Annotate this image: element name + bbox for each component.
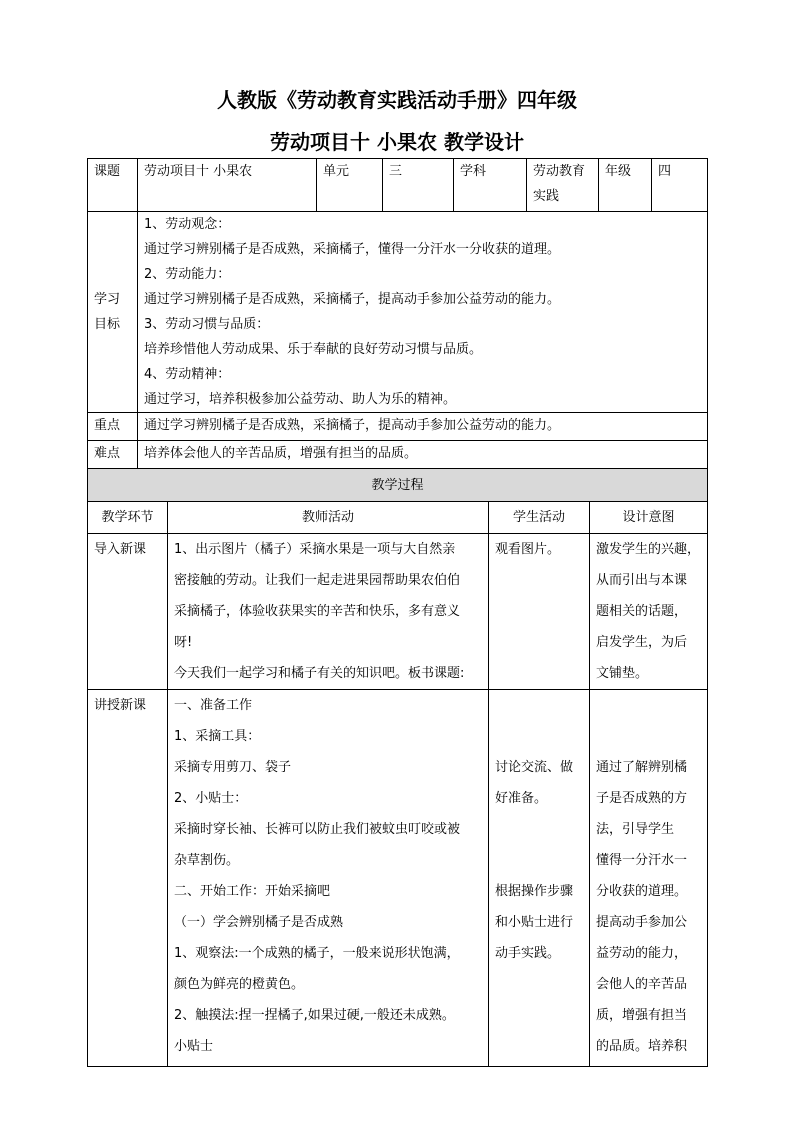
intent-line: 文铺垫。 <box>596 666 649 681</box>
course-value: 劳动项目十 小果农 <box>138 159 317 212</box>
student-line: 讨论交流、做 <box>495 760 574 775</box>
process-columns-row <box>88 502 708 534</box>
goal-line: 通过学习，培养积极参加公益劳动、助人为乐的精神。 <box>144 392 457 407</box>
grade-label: 年级 <box>599 159 652 212</box>
stage-cell: 讲授新课 <box>88 690 168 1067</box>
teacher-line: 二、开始工作：开始采摘吧 <box>174 884 331 899</box>
teacher-line: （一）学会辨别橘子是否成熟 <box>174 915 344 930</box>
intent-line: 启发学生，为后 <box>596 635 688 650</box>
teacher-line: 2、小贴士： <box>174 791 248 806</box>
goals-label-line: 目标 <box>94 317 121 332</box>
teacher-line: 一、准备工作 <box>174 698 253 713</box>
intent-line: 会他人的辛苦品 <box>596 977 688 992</box>
subject-value <box>527 159 599 212</box>
student-line <box>495 845 583 876</box>
goal-line: 通过学习辨别橘子是否成熟，采摘橘子，提高动手参加公益劳动的能力。 <box>144 292 561 307</box>
stage-cell: 导入新课 <box>88 534 168 690</box>
intent-line: 提高动手参加公 <box>596 915 688 930</box>
process-header-row <box>88 469 708 502</box>
teacher-activity <box>168 534 489 690</box>
teacher-line: 密接触的劳动。让我们一起走进果园帮助果农伯伯 <box>174 573 461 588</box>
difficulty-text: 培养体会他人的辛苦品质，增强有担当的品质。 <box>138 441 708 469</box>
process-header: 教学过程 <box>88 469 708 502</box>
student-line <box>495 721 583 752</box>
unit-value: 三 <box>383 159 454 212</box>
teacher-line: 小贴士 <box>174 1039 214 1054</box>
course-label: 课题 <box>88 159 138 212</box>
goal-line: 3、劳动习惯与品质： <box>144 317 270 332</box>
difficulty-row <box>88 441 708 469</box>
goal-line: 2、劳动能力： <box>144 267 231 282</box>
teacher-line: 杂草割伤。 <box>174 853 240 868</box>
column-header: 教学环节 <box>88 502 168 534</box>
subject-value-line: 劳动教育 <box>533 164 586 179</box>
student-line <box>495 814 583 845</box>
intent-line: 通过了解辨别橘 <box>596 760 688 775</box>
intent-line: 分收获的道理。 <box>596 884 688 899</box>
intent-line: 的品质。培养积 <box>596 1039 688 1054</box>
subject-value-line: 实践 <box>533 189 560 204</box>
goals-label-line: 学习 <box>94 292 121 307</box>
course-info-table <box>87 158 708 469</box>
intent-line: 激发学生的兴趣， <box>596 542 701 557</box>
teacher-line: 1、观察法:一个成熟的橘子，一般来说形状饱满， <box>174 946 460 961</box>
design-intent <box>590 534 708 690</box>
teacher-line: 呀! <box>174 635 193 650</box>
document-subtitle: 劳动项目十 小果农 教学设计 <box>270 130 524 154</box>
teacher-line: 2、触摸法:捏一捏橘子,如果过硬,一般还未成熟。 <box>174 1008 455 1023</box>
goals-label <box>88 212 138 413</box>
intent-line: 法，引导学生 <box>596 822 675 837</box>
column-header: 教师活动 <box>168 502 489 534</box>
key-point-text: 通过学习辨别橘子是否成熟，采摘橘子，提高动手参加公益劳动的能力。 <box>138 413 708 441</box>
student-activity <box>489 690 590 1067</box>
student-line: 观看图片。 <box>495 542 561 557</box>
intent-line <box>596 690 701 721</box>
student-line: 根据操作步骤 <box>495 884 574 899</box>
grade-value: 四 <box>652 159 708 212</box>
key-point-row <box>88 413 708 441</box>
teacher-line: 采摘专用剪刀、袋子 <box>174 760 292 775</box>
goal-line: 4、劳动精神： <box>144 367 231 382</box>
key-point-label: 重点 <box>88 413 138 441</box>
difficulty-label: 难点 <box>88 441 138 469</box>
teacher-activity <box>168 690 489 1067</box>
intent-line: 从而引出与本课 <box>596 573 688 588</box>
column-header: 学生活动 <box>489 502 590 534</box>
info-row <box>88 159 708 212</box>
teacher-line: 采摘时穿长袖、长裤可以防止我们被蚊虫叮咬或被 <box>174 822 461 837</box>
intent-line: 子是否成熟的方 <box>596 791 688 806</box>
intent-line <box>596 721 701 752</box>
unit-label: 单元 <box>317 159 383 212</box>
design-intent <box>590 690 708 1067</box>
teaching-process-table <box>87 468 708 1067</box>
document-title: 人教版《劳动教育实践活动手册》四年级 <box>217 88 577 112</box>
teacher-line: 1、出示图片（橘子）采摘水果是一项与大自然亲 <box>174 542 456 557</box>
teacher-line: 1、采摘工具： <box>174 729 261 744</box>
goal-line: 1、劳动观念： <box>144 217 231 232</box>
student-line: 好准备。 <box>495 791 548 806</box>
goals-content <box>138 212 708 413</box>
intent-line: 质，增强有担当 <box>596 1008 688 1023</box>
goals-row <box>88 212 708 413</box>
teacher-line: 今天我们一起学习和橘子有关的知识吧。板书课题: <box>174 666 465 681</box>
intent-line: 懂得一分汗水一 <box>596 853 688 868</box>
subject-label: 学科 <box>454 159 527 212</box>
student-line: 动手实践。 <box>495 946 561 961</box>
goal-line: 通过学习辨别橘子是否成熟，采摘橘子，懂得一分汗水一分收获的道理。 <box>144 242 561 257</box>
student-line: 和小贴士进行 <box>495 915 574 930</box>
intent-line: 题相关的话题， <box>596 604 688 619</box>
intro-row <box>88 534 708 690</box>
student-activity <box>489 534 590 690</box>
column-header: 设计意图 <box>590 502 708 534</box>
teacher-line: 采摘橘子，体验收获果实的辛苦和快乐，多有意义 <box>174 604 461 619</box>
lecture-row <box>88 690 708 1067</box>
goal-line: 培养珍惜他人劳动成果、乐于奉献的良好劳动习惯与品质。 <box>144 342 483 357</box>
intent-line: 益劳动的能力， <box>596 946 688 961</box>
teacher-line: 颜色为鲜亮的橙黄色。 <box>174 977 305 992</box>
student-line <box>495 690 583 721</box>
